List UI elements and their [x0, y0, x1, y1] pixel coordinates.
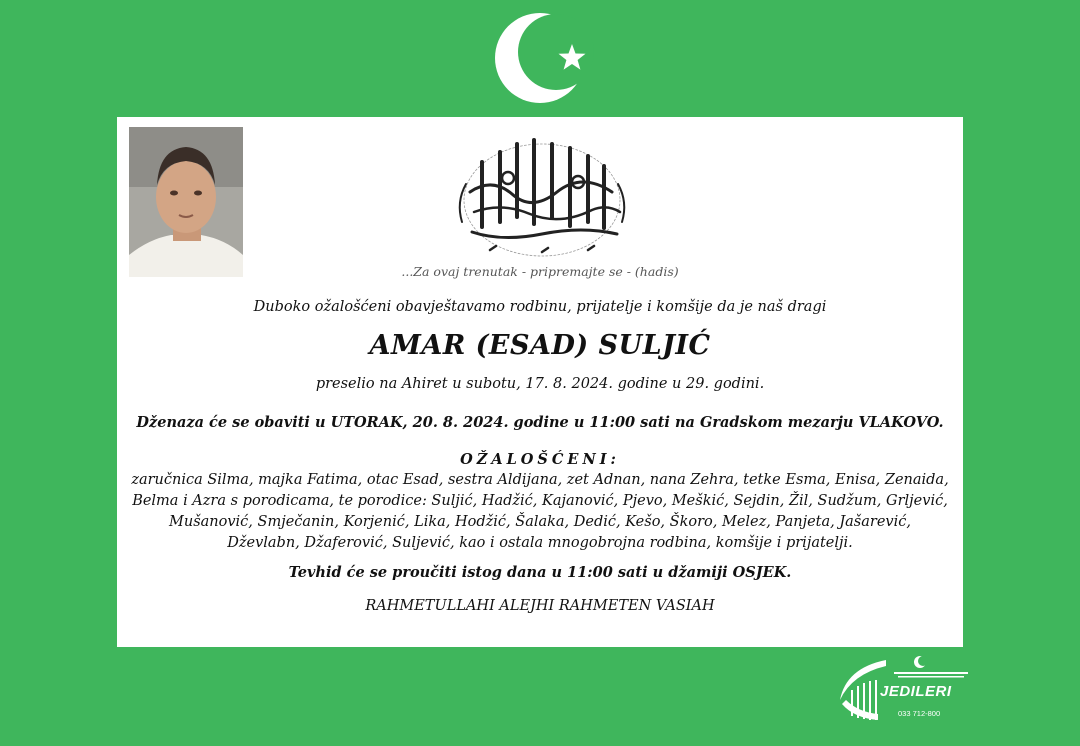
tevhid-details: Tevhid će se proučiti istog dana u 11:00 sati u džamiji OSJEK. — [288, 564, 792, 581]
mourners-heading: OŽALOŠĆENI: — [460, 451, 620, 468]
arabic-calligraphy — [442, 122, 642, 272]
logo-phone: 033 712-800 — [898, 709, 941, 718]
obituary-card — [117, 117, 963, 647]
hadith-quote: ...Za ovaj trenutak - pripremajte se - (hadis) — [401, 264, 679, 279]
funeral-details: Dženaza će se obaviti u UTORAK, 20. 8. 2024. godine u 11:00 sati na Gradskom mezarju VLAKOVO. — [136, 414, 944, 431]
crescent-star-icon — [488, 10, 598, 106]
intro-text: Duboko ožalošćeni obavještavamo rodbinu, prijatelje i komšije da je naš dragi — [253, 299, 827, 315]
deceased-name: AMAR (ESAD) SULJIĆ — [369, 330, 711, 361]
passing-date-text: preselio na Ahiret u subotu, 17. 8. 2024. godine u 29. godini. — [315, 376, 765, 392]
logo-name: JEDILERI — [880, 683, 952, 700]
prayer-phrase: RAHMETULLAHI ALEJHI RAHMETEN VASIAH — [365, 598, 715, 614]
deceased-portrait — [129, 127, 243, 277]
mourners-list: zaručnica Silma, majka Fatima, otac Esad, sestra Aldijana, zet Adnan, nana Zehra, tetke Esma, Enisa, Zenaida, Belma i Azra s porodicama, te porodice: Suljić, Hadžić, Kajanović, Pjevo, Meškić, Sejdin, Žil, Sudžum, Grljević, Mušanović, Smječanin, Korjenić, Lika, Hodžić, Šalaka, Dedić, Kešo, Škoro, Melez, Panjeta, Jašarević, Dževlabn, Džaferović, Suljević, kao i ostala mnogobrojna rodbina, komšije i prijatelji. — [131, 472, 949, 551]
